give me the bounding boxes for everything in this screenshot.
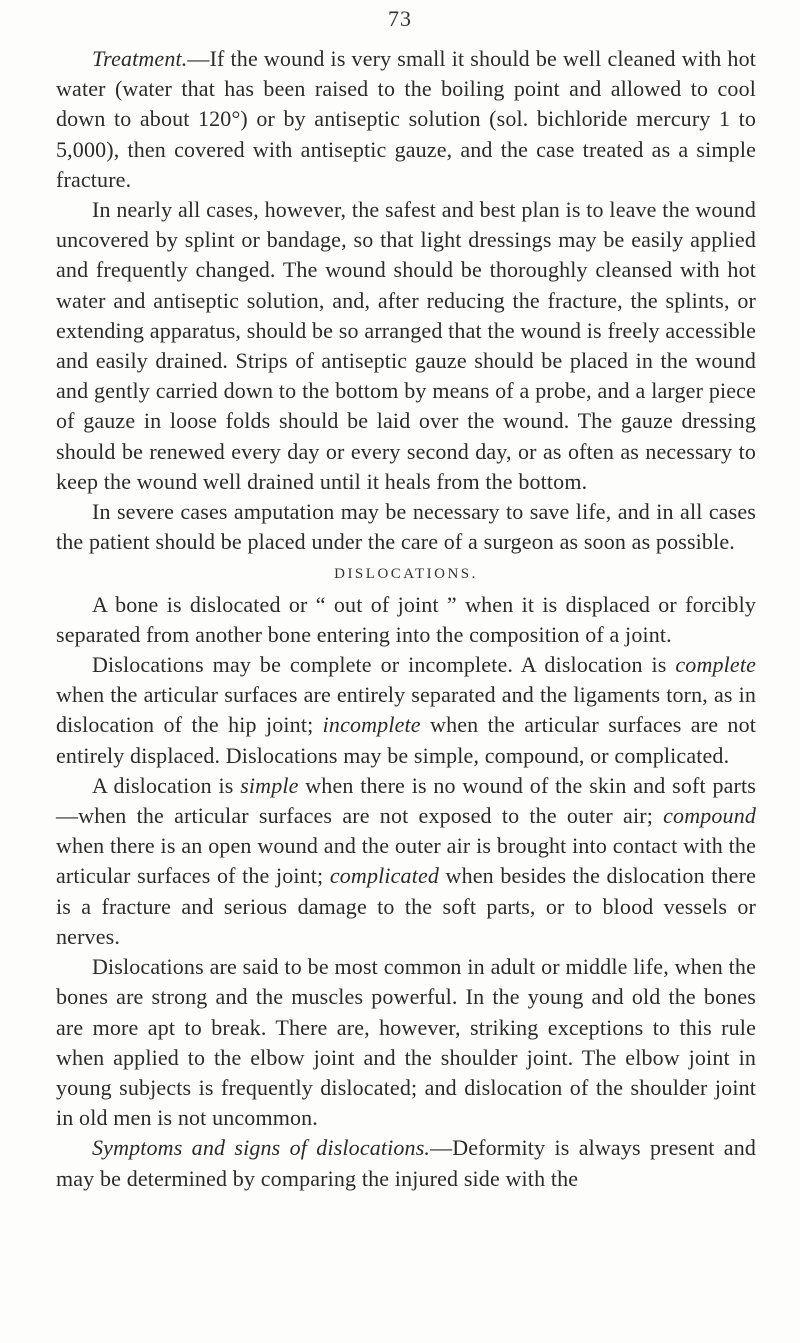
- paragraph-text: A dislocation is: [92, 772, 241, 798]
- term-incomplete: incomplete: [322, 712, 421, 738]
- paragraph-text: —If the wound is very small it should be well cleaned with hot water (water that has been raised to the boiling point and allowed to cool down to about 120°) or by antiseptic solution (sol. bichloride mercury 1 to 5,000), then covered with antiseptic gauze, and the case treated as a simple fracture.: [56, 46, 756, 192]
- paragraph-text: Dislocations may be complete or incomplete. A dislocation is: [92, 652, 676, 678]
- paragraph-text: when the articular surfaces are not entirely displaced. Dislocations may be simple, compound, or complicated.: [56, 712, 756, 768]
- paragraph-dislocation-definition: [56, 590, 756, 650]
- paragraph-text: when besides the dislocation there is a fracture and serious damage to the soft parts, or to blood vessels or nerves.: [56, 863, 756, 949]
- term-simple: simple: [240, 772, 299, 798]
- paragraph-label-symptoms: Symptoms and signs of dislocations.: [92, 1135, 431, 1161]
- paragraph-text: —Deformity is always present and may be determined by comparing the injured side with the: [56, 1135, 756, 1191]
- paragraph-text: In severe cases amputation may be necessary to save life, and in all cases the patient should be placed under the care of a surgeon as soon as possible.: [56, 499, 756, 555]
- paragraph-symptoms: [56, 1133, 756, 1193]
- paragraph-amputation: [56, 497, 756, 557]
- paragraph-text: A bone is dislocated or “ out of joint ” when it is displaced or forcibly separated from another bone entering into the composition of a joint.: [56, 591, 756, 647]
- paragraph-wound-care: [56, 195, 756, 497]
- paragraph-text: In nearly all cases, however, the safest and best plan is to leave the wound uncovered by splint or bandage, so that light dressings may be easily applied and frequently changed. The wound should be thoroughly cleansed with hot water and antiseptic solution, and, after reducing the fracture, the splints, or extending apparatus, should be so arranged that the wound is freely accessible and easily drained. Strips of antiseptic gauze should be placed in the wound and gently carried down to the bottom by means of a probe, and a larger piece of gauze in loose folds should be laid over the wound. The gauze dressing should be renewed every day or every second day, or as often as necessary to keep the wound well drained until it heals from the bottom.: [56, 197, 756, 494]
- section-heading-dislocations: DISLOCATIONS.: [334, 566, 478, 583]
- paragraph-text: when there is no wound of the skin and soft parts—when the articular surfaces are not exposed to the outer air;: [56, 772, 756, 829]
- paragraph-treatment: [56, 44, 756, 195]
- page-body: [56, 44, 756, 1194]
- paragraph-dislocation-types: [56, 650, 756, 771]
- paragraph-text: Dislocations are said to be most common in adult or middle life, when the bones are strong and the muscles powerful. In the young and old the bones are more apt to break. There are, however, striking exceptions to this rule when applied to the elbow joint and the shoulder joint. The elbow joint in young subjects is frequently dislocated; and dislocation of the shoulder joint in old men is not uncommon.: [56, 954, 756, 1131]
- term-compound: compound: [663, 803, 756, 829]
- paragraph-dislocation-frequency: [56, 952, 756, 1133]
- paragraph-label-treatment: Treatment.: [92, 46, 188, 71]
- term-complicated: complicated: [329, 863, 440, 889]
- paragraph-dislocation-kinds: [56, 771, 756, 952]
- paragraph-text: when the articular surfaces are entirely separated and the ligaments torn, as in dislocation of the hip joint;: [56, 682, 756, 738]
- page-number: 73: [388, 6, 412, 31]
- term-complete: complete: [675, 652, 756, 678]
- paragraph-text: when there is an open wound and the outer air is brought into contact with the articular surfaces of the joint;: [56, 833, 756, 889]
